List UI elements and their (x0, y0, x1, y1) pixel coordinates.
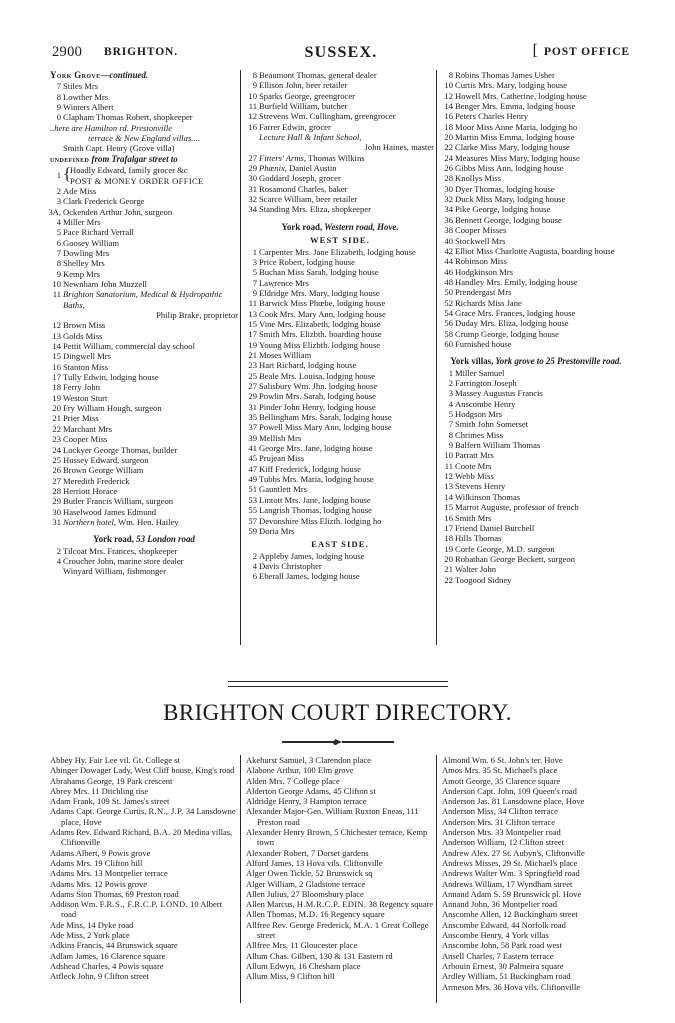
court-directory-entry: Adams Capt. George Curtis, R.N., J.P. 34 Lansdowne place, Hove (50, 806, 236, 827)
title-ornament (0, 733, 675, 751)
directory-entry: 7 Lawrence Mrs (252, 277, 309, 288)
court-directory-entry: Anderson Miss, 34 Clifton terrace (442, 806, 558, 817)
court-directory-entry: Adkins Francis, 44 Brunswick square (50, 940, 178, 951)
directory-entry: 31 Rosamond Charles, baker (248, 183, 348, 194)
court-directory-entry: Addison Wm. F.R.S., F.R.C.P. LOND. 10 Albert road (50, 899, 222, 920)
directory-entry: 15 Vine Mrs. Elizabeth, lodging house (248, 318, 381, 329)
directory-entry: 50 Prendergast Mrs (444, 287, 512, 298)
directory-entry: 45 Prujean Miss (248, 453, 305, 464)
court-directory (50, 755, 630, 1015)
directory-entry: 8 Chrimes Miss (448, 429, 503, 440)
court-directory-entry: Alderton George Adams, 45 Clifton st (246, 785, 376, 796)
directory-entry: 19 Weston Sturt (52, 392, 108, 403)
side-subheading: EAST SIDE. (311, 539, 369, 550)
street-directory (50, 70, 630, 670)
directory-entry: 52 Richards Miss Jane (444, 297, 522, 308)
court-directory-entry: Anscombe Edward, 44 Norfolk road (442, 919, 566, 930)
directory-entry: 22 Toogood Sidney (444, 574, 512, 585)
directory-entry: 4 Anscombe Henry (448, 398, 516, 409)
court-directory-entry: Anderson Capt. John, 109 Queen's road (442, 785, 577, 796)
directory-entry: 3A, Ockenden Arthur John, surgeon (48, 206, 173, 217)
directory-entry: 32 Duck Miss Mary, lodging house (444, 194, 566, 205)
directory-entry: 11 Burfield William, butcher (248, 101, 348, 112)
directory-entry: 40 Stockwell Mrs (444, 235, 506, 246)
directory-entry: 10 Newnham John Muzzell (52, 279, 148, 289)
directory-entry: 2 Tilcoat Mrs. Frances, shopkeeper (56, 545, 178, 556)
ornament-arrow (335, 739, 342, 745)
court-directory-entry: Alford James, 13 Hova vils. Cliftonville (246, 857, 383, 868)
court-directory-entry: Alexander Henry Brown, 5 Chichester terrace, Kemp town (246, 827, 428, 848)
running-head-section: POST OFFICE (543, 46, 630, 58)
section-divider-rule (228, 686, 448, 687)
directory-entry: 57 Devonshire Miss Elizth. lodging ho (248, 515, 382, 526)
directory-entry: 30 Dyer Thomas, lodging house (444, 183, 555, 194)
directory-entry: 22 Marchant Mrs (52, 423, 112, 434)
directory-entry: 27 Meredith Frederick (52, 475, 130, 486)
directory-entry: 23 Cooper Miss (52, 434, 108, 445)
directory-entry: 23 Hart Richard, lodging house (248, 360, 357, 371)
court-directory-entry: Alden Mrs. 7 College place (246, 775, 340, 786)
directory-entry: 29 Powlin Mrs. Sarah, lodging house (248, 391, 376, 402)
court-directory-entry: Alger William, 2 Gladstone terrace (246, 878, 366, 889)
directory-entry: 39 Mellish Mrs (248, 432, 302, 443)
directory-entry: 18 Moor Miss Anne Maria, lodging ho (444, 121, 578, 132)
directory-entry: 31 Pinder John Henry, lodging house (248, 401, 376, 412)
court-directory-entry: Allen Julius, 27 Bloomsbury place (246, 888, 364, 899)
directory-entry: 38 Cooper Misses (444, 225, 507, 236)
court-directory-entry: Allum Chas. Gilbert, 130 & 131 Eastern rd (246, 950, 393, 961)
street-cross-reference: ..here are Hamilton rd. Prestonville terrace & New England villas.... (50, 122, 200, 144)
street-column-1 (50, 70, 238, 577)
court-directory-entry: Andrews William, 17 Wyndham street (442, 878, 573, 889)
directory-entry: 2 Farrington Joseph (448, 378, 517, 389)
york-road-london-heading: York road, 53 London road (93, 534, 195, 545)
court-directory-entry: Alexander Major-Gen. William Ruxton Eneas, 111 Preston road (246, 806, 419, 827)
directory-entry: 5 Hodgson Mrs (448, 409, 503, 420)
directory-entry: 25 Beale Mrs. Louisa, lodging house (248, 370, 375, 381)
court-directory-entry: Adams Rev. Edward Richard, B.A. 20 Medina villas, Cliftonville (50, 827, 233, 848)
court-directory-entry: Anscombe John, 58 Park road west (442, 940, 562, 951)
court-directory-entry: Adam Frank, 109 St. James's street (50, 796, 170, 807)
court-directory-entry: Allen Marcus, H.M.R.C.P. EDIN. 38 Regency square (246, 899, 434, 910)
directory-entry: 7 Dowling Mrs (56, 247, 110, 258)
court-directory-entry: Aldridge Henry, 3 Hampton terrace (246, 796, 367, 807)
directory-entry: 13 Cook Mrs. Mary Ann, lodging house (248, 308, 386, 319)
directory-entry: 20 Robathan George Beckett, surgeon (444, 553, 575, 564)
directory-entry: 18 Hills Thomas (444, 533, 502, 544)
directory-entry: 47 Kiff Frederick, lodging house (248, 463, 361, 474)
directory-entry: 8 Beaumont Thomas, general dealer (252, 70, 377, 80)
directory-entry: 29 Phœnix, Daniel Austin (248, 163, 337, 174)
directory-entry: 48 Handley Mrs. Emily, lodging house (444, 276, 578, 287)
directory-entry: 46 Hodgkinson Mrs (444, 266, 514, 277)
directory-entry: 21 Moses William (248, 350, 312, 360)
court-directory-entry: Adlam James, 16 Clarence square (50, 950, 166, 961)
directory-entry: 4 Croucher John, marine store dealer (56, 556, 184, 566)
directory-entry: 28 Herriott Horace (52, 485, 118, 496)
court-column-3 (442, 755, 630, 992)
directory-entry: 36 Bennett George, lodging house (444, 214, 562, 225)
court-directory-entry: Anderson William, 12 Clifton street (442, 837, 565, 848)
directory-entry: 42 Elliot Miss Charlotte Augusta, boarding house (444, 245, 615, 256)
court-directory-entry: Andrew Alex. 27 St. Aubyn's, Cliftonville (442, 847, 585, 858)
directory-entry: 15 Marrot Auguste, professor of french (444, 502, 579, 513)
directory-entry: 11 Brighton Sanatorium, Medical & Hydropathic Baths, Philip Brake, proprietor (52, 289, 238, 321)
column-rule (436, 755, 437, 1003)
directory-entry: 3 Clark Frederick George (56, 196, 145, 207)
directory-entry: 35 Bellingham Mrs. Sarah, lodging house (248, 412, 392, 423)
directory-entry: 58 Crump George, lodging house (444, 328, 559, 339)
directory-entry: 25 Hussey Edward, surgeon (52, 454, 149, 465)
directory-entry: 26 Gibbs Miss Ann, lodging house (444, 163, 564, 174)
ornament-bar-left (282, 741, 334, 743)
york-place-heading: undefined from Trafalgar street to (50, 153, 178, 164)
court-directory-entry: Akehurst Samuel, 3 Clarendon place (246, 755, 371, 765)
directory-entry: 9 Kemp Mrs (56, 268, 100, 279)
directory-entry: 14 Pettit William, commercial day school (52, 341, 195, 352)
directory-entry: 30 Goddard Joseph, grocer (248, 173, 341, 184)
directory-entry: 16 Stanton Miss (52, 361, 109, 372)
court-directory-entry: Amos Mrs. 35 St. Michael's place (442, 765, 558, 776)
court-directory-entry: Adams Mrs. 13 Montpelier terrace (50, 868, 168, 879)
street-column-3 (442, 70, 630, 585)
court-directory-entry: Adams Mrs. 12 Powis grove (50, 878, 148, 889)
section-divider-rule (228, 681, 448, 682)
directory-entry: 12 Strevens Wm. Cullingham, greengrocer (248, 111, 396, 122)
directory-entry: 14 Wilkinson Thomas (444, 491, 521, 502)
directory-entry: 7 Smith John Somerset (448, 419, 529, 430)
directory-entry: 2 Appleby James, lodging house (252, 550, 365, 561)
directory-entry: 16 Farrer Edwin, grocer (248, 121, 331, 132)
court-directory-entry: Adams Mrs. 19 Clifton hill (50, 857, 143, 868)
court-directory-entry: Allfree Rev. George Frederick, M.A. 1 Great College street (246, 919, 429, 941)
directory-entry: 21 Walter John (444, 564, 497, 575)
court-directory-entry: Anderson Jas. 81 Lansdowne place, Hove (442, 796, 585, 807)
directory-entry: 16 Smith Mrs (444, 512, 492, 523)
directory-entry: 6 Goosey William (56, 237, 120, 248)
directory-entry: 54 Grace Mrs. Frances, lodging house (444, 307, 576, 318)
directory-entry: 12 Webb Miss (444, 471, 494, 482)
directory-entry: 59 Doria Mrs (248, 525, 295, 536)
court-directory-entry: Anderson Mrs. 31 Clifton terrace (442, 816, 556, 827)
directory-entry: 17 Smith Mrs. Elizbth. boarding house (248, 329, 382, 340)
court-directory-entry: Allen Thomas, M.D. 16 Regency square (246, 909, 385, 920)
directory-entry-braced: 1 { Hoadly Edward, family grocer &c POST & MONEY ORDER OFFICE (56, 164, 204, 186)
column-rule (240, 755, 241, 1003)
column-rule (240, 70, 241, 645)
court-directory-entry: Alger Owen Tickle, 52 Brunswick sq (246, 868, 373, 879)
directory-entry: 9 Winters Albert (56, 102, 114, 113)
running-head (52, 44, 630, 64)
directory-entry: 4 Miller Mrs (56, 216, 101, 227)
court-directory-entry: Allum Miss, 9 Clifton hill (246, 971, 335, 982)
running-head-county: SUSSEX. (304, 44, 378, 61)
directory-entry: 56 Duday Mrs. Eliza, lodging house (444, 318, 569, 329)
directory-entry: 11 Barwick Miss Phœbe, lodging house (248, 298, 386, 309)
directory-entry: 10 Parratt Mrs (444, 450, 494, 461)
court-directory-entry: Ardley William, 51 Buckingham road (442, 971, 571, 982)
directory-entry: Winyard William, fishmonger (63, 566, 166, 577)
directory-entry: 9 Balfern William Thomas (448, 440, 541, 451)
directory-entry: 9 Eldridge Mrs. Mary, lodging house (252, 287, 380, 298)
directory-entry: 24 Lockyer George Thomas, builder (52, 444, 178, 455)
directory-entry: 1 Miller Samuel (448, 367, 505, 378)
directory-entry: 10 Curtis Mrs. Mary, lodging house (444, 80, 568, 91)
directory-entry: 19 Young Miss Elizbth. lodging house (248, 339, 381, 350)
court-directory-entry: Annand Adam S. 59 Brunswick pl. Hove (442, 888, 582, 899)
court-directory-entry: Allum Edwyn, 16 Chesham place (246, 960, 361, 971)
directory-entry: 34 Standing Mrs. Eliza, shopkeeper (248, 204, 371, 215)
court-directory-entry: Abrahams George, 19 Park crescent (50, 775, 173, 786)
directory-entry: 3 Price Robert, lodging house (252, 256, 355, 267)
directory-entry: 11 Coote Mrs (444, 460, 492, 471)
directory-entry: 14 Benger Mrs. Emma, lodging house (444, 101, 576, 112)
court-directory-entry: Abbey Hy. Fair Lee vil. Gt. College st (50, 755, 180, 765)
directory-entry: 2 Ade Miss (56, 185, 97, 196)
directory-entry: 32 Scarce William, beer retailer (248, 194, 358, 205)
directory-entry: 19 Corfe George, M.D. surgeon (444, 543, 555, 554)
directory-entry: 44 Robinson Miss (444, 256, 507, 267)
directory-entry: 22 Clarke Miss Mary, lodging house (444, 142, 570, 153)
directory-entry: 34 Pike George, lodging house (444, 204, 551, 215)
directory-entry: 21 Prier Miss (52, 413, 99, 424)
bracket-glyph: [ (532, 42, 538, 59)
court-column-1 (50, 755, 238, 982)
directory-entry: 37 Powell Miss Mary Ann, lodging house (248, 422, 392, 433)
directory-entry: 13 Stevens Henry (444, 481, 506, 492)
york-villas-heading: York villas, York grove to 25 Prestonville road. (450, 356, 622, 367)
directory-entry: 60 Furnished house (444, 338, 512, 349)
directory-entry: 16 Peters Charles Henry (444, 111, 529, 122)
directory-entry: 17 Friend Daniel Burchell (444, 522, 535, 533)
court-directory-entry: Anscombe Allen, 12 Buckingham street (442, 909, 578, 920)
directory-entry: Smith Capt. Henry (Grove villa) (63, 143, 175, 154)
court-directory-entry: Adams Sion Thomas, 69 Preston road (50, 888, 179, 899)
directory-entry: 3 Massey Augustus Francis (448, 388, 543, 399)
directory-entry: 8 Lowther Mrs (56, 91, 109, 102)
directory-entry: 0 Clapham Thomas Robert, shopkeeper (56, 112, 193, 123)
directory-entry: 49 Tubbs Mrs. Maria, lodging house (248, 474, 374, 485)
directory-entry: 24 Measures Miss Mary, lodging house (444, 152, 580, 163)
directory-entry: 20 Martin Miss Emma, lodging house (444, 132, 575, 143)
directory-entry: 29 Butler Francis William, surgeon (52, 496, 174, 507)
directory-entry: 12 Howell Mrs. Catherine, lodging house (444, 90, 587, 101)
court-directory-entry: Allfree Mrs. 11 Gloucester place (246, 940, 358, 951)
street-column-2 (246, 70, 434, 582)
directory-entry: 5 Pace Richard Verrall (56, 227, 134, 238)
directory-entry: 13 Golds Miss (52, 330, 103, 341)
directory-entry: 17 Tully Edwin, lodging house (52, 372, 159, 383)
directory-entry: 12 Brown Miss (52, 320, 106, 331)
directory-entry: 27 Fitters' Arms, Thomas Wilkins (248, 152, 365, 163)
court-directory-entry: Alabone Arthur, 100 Elm grove (246, 765, 354, 776)
directory-entry: Lecture Hall & Infant School, John Haines, master (259, 132, 434, 153)
court-directory-entry: Adshead Charles, 4 Powis square (50, 960, 164, 971)
directory-entry: 8 Robins Thomas James Usher (448, 70, 555, 80)
court-directory-entry: Ade Miss, 14 Dyke road (50, 919, 134, 930)
directory-entry: 26 Brown George William (52, 465, 144, 476)
court-directory-entry: Ade Miss, 2 York place (50, 930, 130, 941)
court-directory-entry: Anscombe Henry, 4 York villas (442, 930, 549, 941)
side-subheading: WEST SIDE. (309, 235, 371, 246)
court-directory-entry: Alexander Robert, 7 Dorset gardens (246, 847, 369, 858)
court-directory-entry: Armeson Mrs. 36 Hova vils. Cliftonville (442, 981, 581, 992)
ornament-bar-right (342, 741, 394, 743)
column-rule (436, 70, 437, 645)
court-directory-entry: Adams Albert, 9 Powis grove (50, 847, 151, 858)
directory-entry: 31 Northern hotel, Wm. Hen. Hailey (52, 516, 179, 527)
directory-entry: 30 Haselwood James Edmund (52, 506, 157, 517)
court-directory-entry: Abrey Mrs. 11 Ditchling rise (50, 785, 149, 796)
court-directory-entry: Arbouin Ernest, 30 Palmeira square (442, 960, 564, 971)
directory-entry: 10 Sparks George, greengrocer (248, 90, 356, 101)
directory-entry: 7 Stiles Mrs (56, 81, 99, 92)
directory-entry: 4 Davis Christopher (252, 560, 322, 571)
running-head-town: BRIGHTON. (104, 46, 179, 58)
directory-entry: 8 Shelley Mrs (56, 258, 105, 269)
court-directory-entry: Amott George, 35 Clarence square (442, 775, 561, 786)
court-directory-entry: Abinger Dowager Lady, West Cliff house, King's road (50, 765, 235, 776)
directory-entry: 5 Buchan Miss Sarah, lodging house (252, 267, 379, 278)
directory-entry: 51 Gauntlett Mrs (248, 484, 307, 495)
court-directory-entry: Ansell Charles, 7 Eastern terrace (442, 950, 554, 961)
directory-entry: 9 Ellison John, beer retailer (252, 80, 348, 91)
court-column-2 (246, 755, 434, 982)
york-grove-heading: York Grove—continued. (50, 70, 149, 80)
directory-entry: 6 Eberall James, lodging house (252, 571, 360, 582)
directory-entry: 41 George Mrs. Jane, lodging house (248, 443, 373, 454)
directory-entry: 28 Knollys Miss (444, 173, 502, 184)
directory-entry: 27 Salisbury Wm. Jhn. lodging house (248, 381, 378, 392)
court-directory-entry: Almond Wm. 6 St. John's ter. Hove (442, 755, 563, 765)
court-directory-entry: Atfleck John, 9 Clifton street (50, 971, 149, 982)
york-road-hove-heading: York road, Western road, Hove. (281, 221, 399, 232)
court-directory-entry: Andrews Walter Wm. 3 Springfield road (442, 868, 580, 879)
court-directory-title: BRIGHTON COURT DIRECTORY. (163, 700, 512, 725)
court-directory-entry: Anderson Mrs. 33 Montpelier road (442, 827, 561, 838)
court-directory-entry: Andrews Misses, 29 St. Michael's place (442, 857, 578, 868)
directory-entry: 53 Lintott Mrs. Jane, lodging house (248, 494, 371, 505)
directory-entry: 18 Ferry John (52, 382, 100, 393)
directory-entry: 20 Fry William Hough, surgeon (52, 403, 162, 414)
page-folio-number: 2900 (52, 44, 83, 60)
court-directory-entry: Annand John, 36 Montpelier road (442, 899, 557, 910)
directory-entry: 55 Langrish Thomas, lodging house (248, 505, 372, 516)
directory-entry: 1 Carpenter Mrs. Jane Elizabeth, lodging house (252, 246, 416, 257)
directory-entry: 15 Dingwell Mrs (52, 351, 111, 362)
